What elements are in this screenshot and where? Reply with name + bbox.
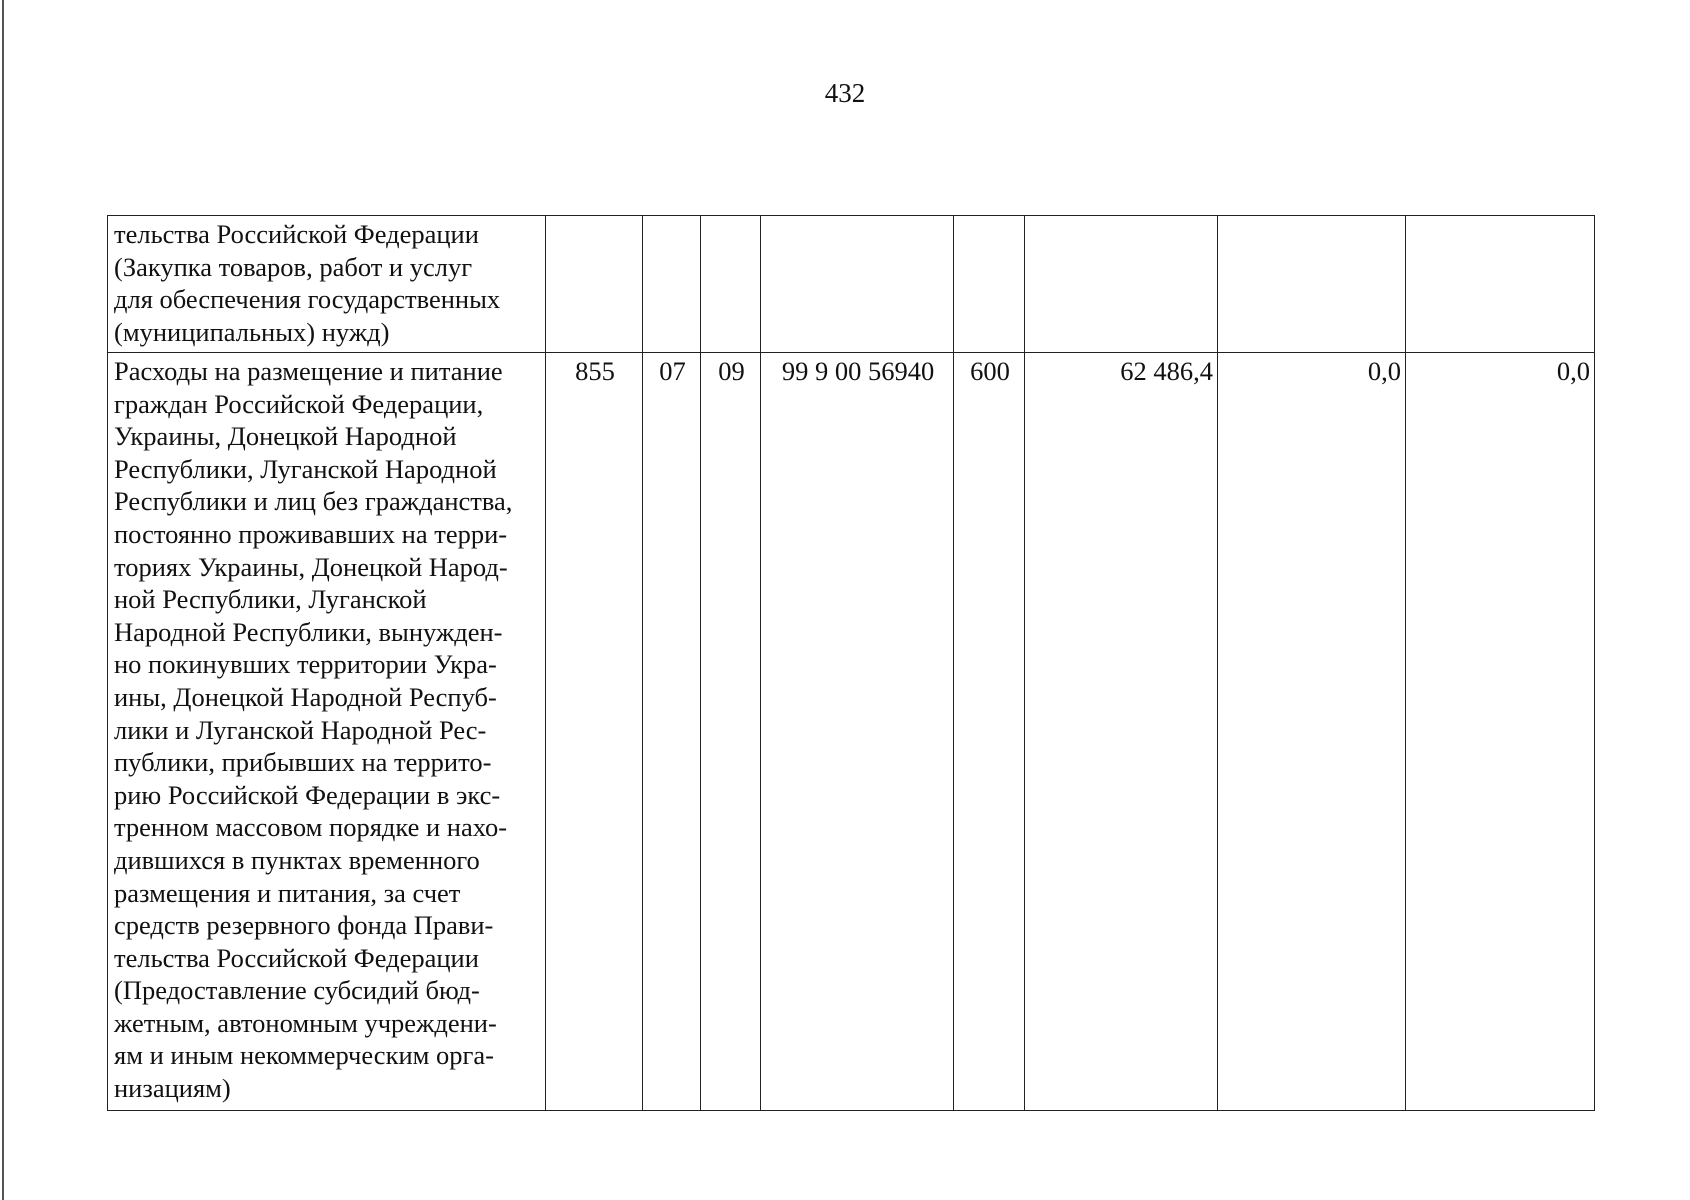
target-article-cell — [761, 216, 954, 353]
amount-3-cell — [1406, 216, 1595, 353]
subsection-cell: 09 — [701, 353, 761, 1111]
table-row — [108, 216, 1595, 353]
budget-table — [107, 215, 1595, 1111]
ministry-cell: 855 — [546, 353, 643, 1111]
amount-1-cell: 62 486,4 — [1025, 353, 1218, 1111]
expense-type-cell — [954, 216, 1025, 353]
section-cell: 07 — [643, 353, 701, 1111]
description-cell: тельства Российской Федерации (Закупка товаров, работ и услуг для обеспечения государственных (муниципальных) нужд) — [108, 216, 546, 353]
amount-3-cell: 0,0 — [1406, 353, 1595, 1111]
section-cell — [643, 216, 701, 353]
table-row — [108, 353, 1595, 1111]
amount-1-cell — [1025, 216, 1218, 353]
target-article-cell: 99 9 00 56940 — [761, 353, 954, 1111]
ministry-cell — [546, 216, 643, 353]
expense-type-cell: 600 — [954, 353, 1025, 1111]
subsection-cell — [701, 216, 761, 353]
amount-2-cell: 0,0 — [1218, 353, 1406, 1111]
scan-edge — [2, 0, 4, 1200]
amount-2-cell — [1218, 216, 1406, 353]
description-cell: Расходы на размещение и питание граждан Российской Федерации, Украины, Донецкой Народной Республики, Луганской Народной Республики и лиц без гражданства, постоянно проживавших на терри- ториях Украины, Донецкой Народ- ной Республики, Луганской Народной Республики, вынужден- но покинувших территории Укра- ины, Донецкой Народной Респуб- лики и Луганской Народной Рес- публики, прибывших на террито- рию Российской Федерации в экс- тренном массовом порядке и нахо- дившихся в пунктах временного размещения и питания, за счет средств резервного фонда Прави- тельства Российской Федерации (Предоставление субсидий бюд- жетным, автономным учреждени- ям и иным некоммерческим орга- низациям) — [108, 353, 546, 1111]
page-number: 432 — [824, 78, 866, 108]
